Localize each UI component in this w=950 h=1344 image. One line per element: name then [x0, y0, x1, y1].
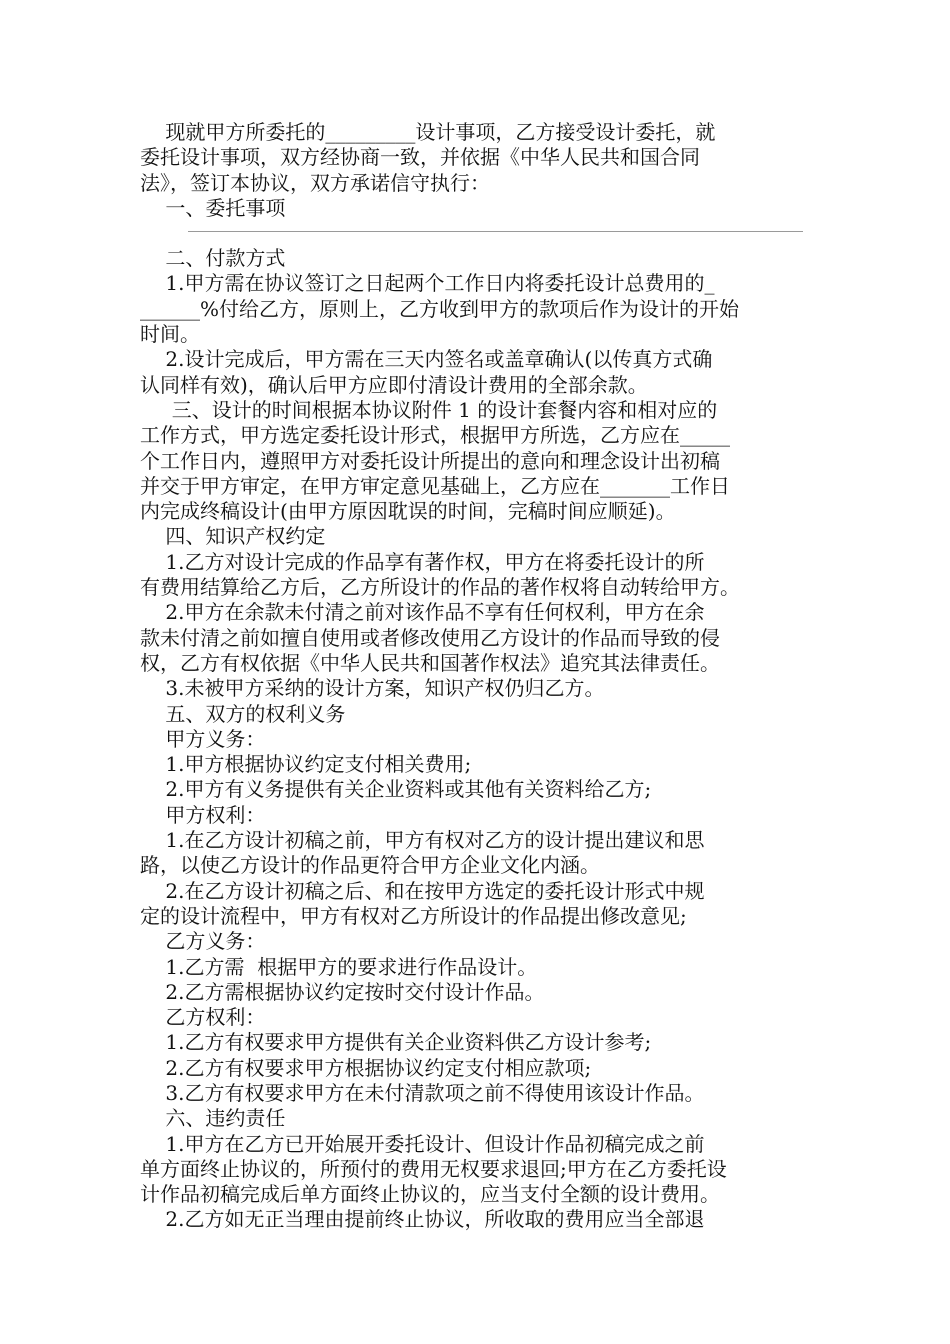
body-text-line: 路，以使乙方设计的作品更符合甲方企业文化内涵。 [140, 853, 600, 878]
body-text-line: 2.在乙方设计初稿之后、和在按甲方选定的委托设计形式中规 [140, 878, 705, 903]
body-text-line: 现就甲方所委托的_________设计事项，乙方接受设计委托，就 [140, 120, 716, 144]
section-heading: 三、设计的时间根据本协议附件 1 的设计套餐内容和相对应的 [140, 397, 718, 422]
body-text-line: ______%付给乙方，原则上，乙方收到甲方的款项后作为设计的开始 [140, 296, 740, 321]
subheading: 乙方义务： [140, 929, 266, 954]
blank-fill-line [188, 231, 803, 232]
body-text-line: 定的设计流程中，甲方有权对乙方所设计的作品提出修改意见; [140, 903, 687, 928]
section-heading: 一、委托事项 [140, 195, 286, 220]
body-text-line: 时间。 [140, 322, 200, 347]
body-text-line: 3.乙方有权要求甲方在未付清款项之前不得使用该设计作品。 [140, 1080, 705, 1105]
body-text-line: 单方面终止协议的，所预付的费用无权要求退回;甲方在乙方委托设 [140, 1156, 727, 1181]
body-text-line: 款未付清之前如擅自使用或者修改使用乙方设计的作品而导致的侵 [140, 625, 720, 650]
subheading: 乙方权利： [140, 1005, 266, 1030]
body-text-line: 3.未被甲方采纳的设计方案，知识产权仍归乙方。 [140, 676, 605, 701]
body-text-line: 1.乙方需 根据甲方的要求进行作品设计。 [140, 954, 538, 979]
body-text-line: 2.乙方有权要求甲方根据协议约定支付相应款项; [140, 1055, 592, 1080]
section-heading: 二、付款方式 [140, 246, 286, 271]
body-text-line: 工作方式，甲方选定委托设计形式，根据甲方所选，乙方应在_____ [140, 423, 730, 448]
body-text-line: 1.乙方对设计完成的作品享有著作权，甲方在将委托设计的所 [140, 549, 705, 574]
section-heading: 五、双方的权利义务 [140, 701, 346, 726]
body-text-line: 有费用结算给乙方后，乙方所设计的作品的著作权将自动转给甲方。 [140, 575, 740, 600]
body-text-line: 计作品初稿完成后单方面终止协议的，应当支付全额的设计费用。 [140, 1182, 720, 1207]
body-text-line: 委托设计事项，双方经协商一致，并依据《中华人民共和国合同 [140, 145, 700, 170]
body-text-line: 1.甲方需在协议签订之日起两个工作日内将委托设计总费用的_ [140, 271, 715, 296]
subheading: 甲方权利： [140, 802, 266, 827]
body-text-line: 个工作日内，遵照甲方对委托设计所提出的意向和理念设计出初稿 [140, 448, 720, 473]
body-text-line: 权，乙方有权依据《中华人民共和国著作权法》追究其法律责任。 [140, 650, 720, 675]
body-text-line: 认同样有效)，确认后甲方应即付清设计费用的全部余款。 [140, 372, 648, 397]
body-text-line: 2.设计完成后，甲方需在三天内签名或盖章确认(以传真方式确 [140, 347, 713, 372]
body-text-line: 1.甲方根据协议约定支付相关费用; [140, 752, 472, 777]
section-heading: 六、违约责任 [140, 1106, 286, 1131]
body-text-line: 2.乙方需根据协议约定按时交付设计作品。 [140, 979, 545, 1004]
body-text-line: 并交于甲方审定，在甲方审定意见基础上，乙方应在_______工作日 [140, 473, 730, 498]
section-heading: 四、知识产权约定 [140, 524, 326, 549]
body-text-line: 内完成终稿设计(由甲方原因耽误的时间，完稿时间应顺延)。 [140, 499, 676, 524]
subheading: 甲方义务： [140, 726, 266, 751]
body-text-line: 1.乙方有权要求甲方提供有关企业资料供乙方设计参考; [140, 1030, 652, 1055]
body-text-line: 1.甲方在乙方已开始展开委托设计、但设计作品初稿完成之前 [140, 1131, 705, 1156]
body-text-line: 2.甲方有义务提供有关企业资料或其他有关资料给乙方; [140, 777, 652, 802]
body-text-line: 2.甲方在余款未付清之前对该作品不享有任何权利，甲方在余 [140, 600, 705, 625]
body-text-line: 1.在乙方设计初稿之前，甲方有权对乙方的设计提出建议和思 [140, 828, 705, 853]
body-text-line: 法》，签订本协议，双方承诺信守执行： [140, 170, 490, 195]
body-text-line: 2.乙方如无正当理由提前终止协议，所收取的费用应当全部退 [140, 1207, 705, 1232]
